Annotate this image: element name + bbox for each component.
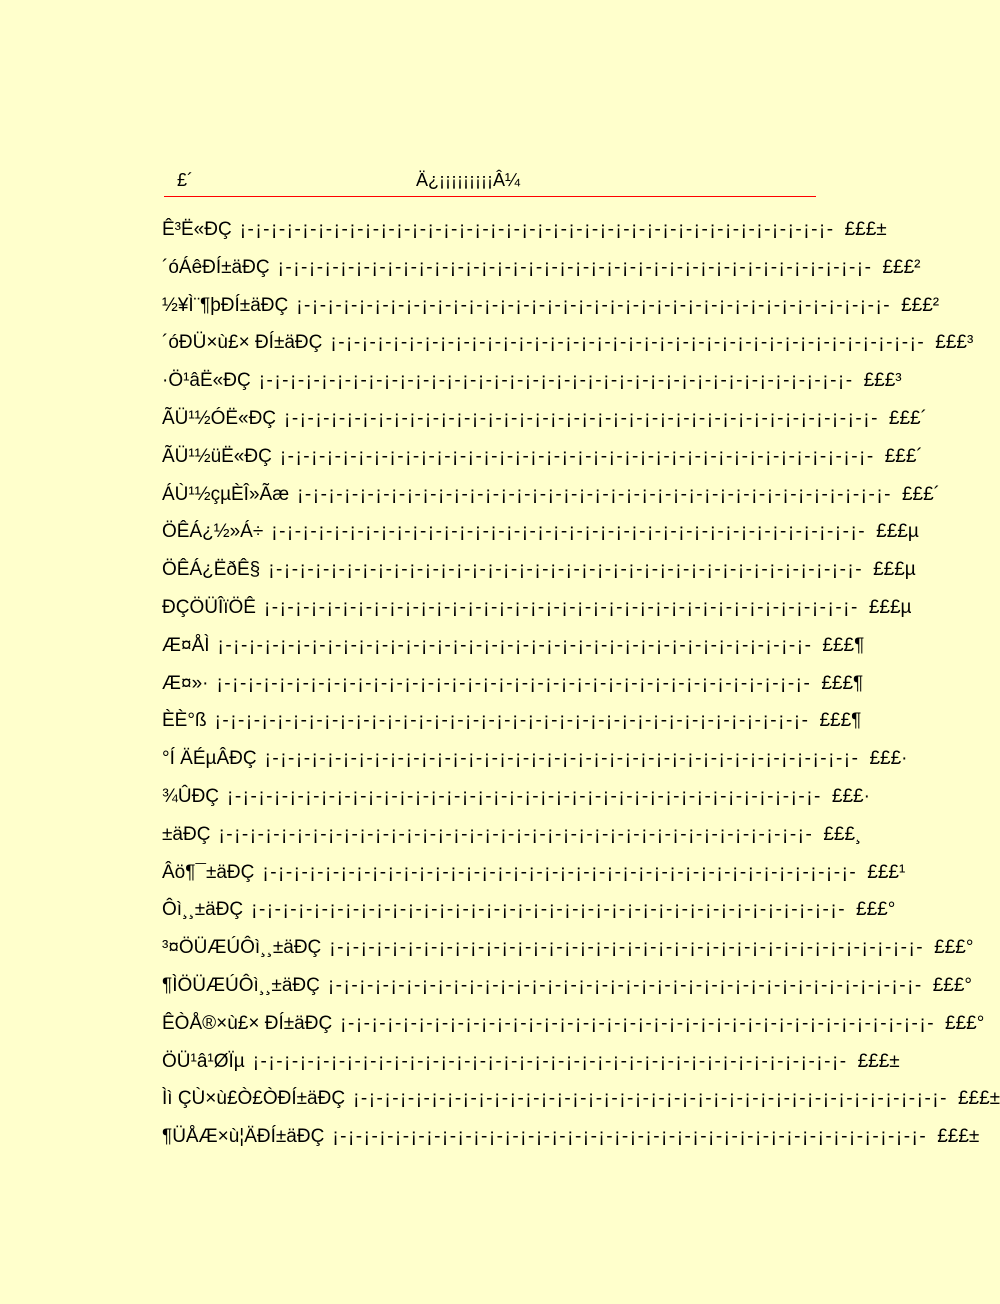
toc-entry-page: £££· — [831, 785, 870, 807]
toc-entry-page: £££° — [856, 899, 896, 921]
toc-entry[interactable] — [162, 710, 862, 748]
toc-leader: ¡-¡-¡-¡-¡-¡-¡-¡-¡-¡-¡-¡-¡-¡-¡-¡-¡-¡-¡-¡-¡-¡-¡-¡-¡-¡-¡-¡-¡-¡-¡-¡-¡-¡-¡-¡-¡-¡- — [263, 596, 859, 618]
toc-entry[interactable] — [162, 1088, 1000, 1126]
toc-entry-title: ´óÐÜ×ù£× ÐÍ±äÐÇ — [162, 332, 323, 354]
toc-leader: ¡-¡-¡-¡-¡-¡-¡-¡-¡-¡-¡-¡-¡-¡-¡-¡-¡-¡-¡-¡-¡-¡-¡-¡-¡-¡-¡-¡-¡-¡-¡-¡-¡-¡-¡-¡-¡-¡- — [284, 407, 879, 429]
toc-leader: ¡-¡-¡-¡-¡-¡-¡-¡-¡-¡-¡-¡-¡-¡-¡-¡-¡-¡-¡-¡-¡-¡-¡-¡-¡-¡-¡-¡-¡-¡-¡-¡-¡-¡-¡-¡-¡-¡- — [340, 1012, 936, 1034]
toc-entry[interactable] — [162, 672, 864, 711]
toc-entry-title: °Í ÄÉµÂÐÇ — [162, 748, 257, 770]
toc-entry[interactable] — [162, 559, 916, 597]
toc-entry-title: ¶ÌÖÜÆÚÔì¸¸±äÐÇ — [162, 974, 320, 996]
toc-leader: ¡-¡-¡-¡-¡-¡-¡-¡-¡-¡-¡-¡-¡-¡-¡-¡-¡-¡-¡-¡-¡-¡-¡-¡-¡-¡-¡-¡-¡-¡-¡-¡-¡-¡-¡-¡-¡-¡- — [332, 1126, 928, 1148]
toc-entry-page: £££³ — [863, 370, 902, 392]
toc-leader: ¡-¡-¡-¡-¡-¡-¡-¡-¡-¡-¡-¡-¡-¡-¡-¡-¡-¡-¡-¡-¡-¡-¡-¡-¡-¡-¡-¡-¡-¡-¡-¡-¡-¡-¡-¡-¡-¡- — [329, 937, 925, 959]
toc-leader: ¡-¡-¡-¡-¡-¡-¡-¡-¡-¡-¡-¡-¡-¡-¡-¡-¡-¡-¡-¡-¡-¡-¡-¡-¡-¡-¡-¡-¡-¡-¡-¡-¡-¡-¡-¡-¡-¡- — [214, 710, 810, 732]
toc-entry-page: £££± — [857, 1050, 900, 1072]
toc-leader: ¡-¡-¡-¡-¡-¡-¡-¡-¡-¡-¡-¡-¡-¡-¡-¡-¡-¡-¡-¡-¡-¡-¡-¡-¡-¡-¡-¡-¡-¡-¡-¡-¡-¡-¡-¡-¡-¡- — [353, 1088, 948, 1110]
toc-entry-page: £££¶ — [822, 634, 865, 656]
toc-entry-title: ½¥Ì¨¶þÐÍ±äÐÇ — [162, 294, 289, 316]
toc-entry-page: £££¶ — [819, 710, 862, 732]
toc-entry-page: £££´ — [888, 407, 927, 429]
toc-leader: ¡-¡-¡-¡-¡-¡-¡-¡-¡-¡-¡-¡-¡-¡-¡-¡-¡-¡-¡-¡-¡-¡-¡-¡-¡-¡-¡-¡-¡-¡-¡-¡-¡-¡-¡-¡-¡-¡- — [279, 445, 875, 467]
toc-leader: ¡-¡-¡-¡-¡-¡-¡-¡-¡-¡-¡-¡-¡-¡-¡-¡-¡-¡-¡-¡-¡-¡-¡-¡-¡-¡-¡-¡-¡-¡-¡-¡-¡-¡-¡-¡-¡-¡- — [239, 219, 835, 240]
toc-entry-page: £££± — [957, 1088, 1000, 1110]
toc-entry-title: ´óÁêÐÍ±äÐÇ — [162, 256, 270, 278]
toc-entry-title: ÃÜ¹½ÓË«ÐÇ — [162, 407, 277, 429]
toc-entry-page: £££° — [945, 1012, 985, 1034]
toc-entry-title: Ê³Ë«ÐÇ — [162, 219, 232, 240]
toc-entry-page: £££² — [901, 294, 940, 316]
toc-entry-title: ·Ö¹âË«ÐÇ — [162, 370, 251, 392]
toc-entry[interactable] — [162, 1012, 985, 1051]
toc-entry-page: £££² — [882, 256, 921, 278]
toc-entry-title: ¶ÜÅÆ×ù¦ÄÐÍ±äÐÇ — [162, 1126, 325, 1148]
toc-entry-page: £££± — [844, 219, 887, 240]
toc-entry[interactable] — [162, 294, 940, 333]
toc-leader: ¡-¡-¡-¡-¡-¡-¡-¡-¡-¡-¡-¡-¡-¡-¡-¡-¡-¡-¡-¡-¡-¡-¡-¡-¡-¡-¡-¡-¡-¡-¡-¡-¡-¡-¡-¡-¡-¡- — [264, 748, 860, 770]
toc-leader: ¡-¡-¡-¡-¡-¡-¡-¡-¡-¡-¡-¡-¡-¡-¡-¡-¡-¡-¡-¡-¡-¡-¡-¡-¡-¡-¡-¡-¡-¡-¡-¡-¡-¡-¡-¡-¡-¡- — [227, 785, 822, 807]
toc-entry[interactable] — [162, 861, 906, 900]
toc-entry-page: £££µ — [868, 596, 912, 618]
toc-leader: ¡-¡-¡-¡-¡-¡-¡-¡-¡-¡-¡-¡-¡-¡-¡-¡-¡-¡-¡-¡-¡-¡-¡-¡-¡-¡-¡-¡-¡-¡-¡-¡-¡-¡-¡-¡-¡-¡- — [268, 559, 864, 581]
toc-entry[interactable] — [162, 483, 941, 522]
toc-entry[interactable] — [162, 823, 862, 862]
toc-leader: ¡-¡-¡-¡-¡-¡-¡-¡-¡-¡-¡-¡-¡-¡-¡-¡-¡-¡-¡-¡-¡-¡-¡-¡-¡-¡-¡-¡-¡-¡-¡-¡-¡-¡-¡-¡-¡-¡- — [277, 256, 873, 278]
toc-leader: ¡-¡-¡-¡-¡-¡-¡-¡-¡-¡-¡-¡-¡-¡-¡-¡-¡-¡-¡-¡-¡-¡-¡-¡-¡-¡-¡-¡-¡-¡-¡-¡-¡-¡-¡-¡-¡-¡- — [271, 521, 867, 543]
toc-entry[interactable] — [162, 1050, 900, 1089]
toc-leader: ¡-¡-¡-¡-¡-¡-¡-¡-¡-¡-¡-¡-¡-¡-¡-¡-¡-¡-¡-¡-¡-¡-¡-¡-¡-¡-¡-¡-¡-¡-¡-¡-¡-¡-¡-¡-¡-¡- — [330, 332, 926, 354]
toc-entry-title: Æ¤»· — [162, 672, 209, 694]
toc-entry[interactable] — [162, 1126, 980, 1164]
toc-entry-page: £££¶ — [821, 672, 864, 694]
toc-entry-page: £££° — [932, 974, 973, 996]
toc-entry-title: ÐÇÖÜÎïÖÊ — [162, 596, 256, 618]
toc-entry-title: ÖÊÁ¿ËðÊ§ — [162, 559, 261, 581]
toc-entry-title: ÃÜ¹½üË«ÐÇ — [162, 445, 272, 467]
toc-entry[interactable] — [162, 634, 865, 673]
toc-entry-title: Ìì ÇÙ×ù£Ò£ÒÐÍ±äÐÇ — [162, 1088, 346, 1110]
toc-entry-page: £££· — [869, 748, 908, 770]
page-header — [164, 166, 816, 197]
toc-entry-page: £££¸ — [823, 823, 862, 845]
toc-entry-page: £££± — [937, 1126, 980, 1148]
toc-entry-title: ±äÐÇ — [162, 823, 211, 845]
toc-entry-title: Æ¤ÅÌ — [162, 634, 210, 656]
toc-leader: ¡-¡-¡-¡-¡-¡-¡-¡-¡-¡-¡-¡-¡-¡-¡-¡-¡-¡-¡-¡-¡-¡-¡-¡-¡-¡-¡-¡-¡-¡-¡-¡-¡-¡-¡-¡-¡-¡- — [217, 634, 813, 656]
toc-entry[interactable] — [162, 219, 887, 257]
toc-entry-title: ¾ÛÐÇ — [162, 785, 220, 807]
toc-entry-title: ³¤ÖÜÆÚÔì¸¸±äÐÇ — [162, 937, 322, 959]
toc-entry-page: £££´ — [901, 483, 941, 505]
toc-entry[interactable] — [162, 785, 870, 824]
toc-entry-page: £££µ — [876, 521, 919, 543]
toc-entry[interactable] — [162, 899, 896, 937]
toc-entry-title: ÖÜ¹â¹ØÏµ — [162, 1050, 245, 1072]
toc-leader: ¡-¡-¡-¡-¡-¡-¡-¡-¡-¡-¡-¡-¡-¡-¡-¡-¡-¡-¡-¡-¡-¡-¡-¡-¡-¡-¡-¡-¡-¡-¡-¡-¡-¡-¡-¡-¡-¡- — [252, 1050, 848, 1072]
toc-leader: ¡-¡-¡-¡-¡-¡-¡-¡-¡-¡-¡-¡-¡-¡-¡-¡-¡-¡-¡-¡-¡-¡-¡-¡-¡-¡-¡-¡-¡-¡-¡-¡-¡-¡-¡-¡-¡-¡- — [258, 370, 854, 392]
toc-entry-page: £££° — [934, 937, 974, 959]
toc-entry[interactable] — [162, 937, 974, 975]
toc-entry[interactable] — [162, 974, 973, 1013]
toc-leader: ¡-¡-¡-¡-¡-¡-¡-¡-¡-¡-¡-¡-¡-¡-¡-¡-¡-¡-¡-¡-¡-¡-¡-¡-¡-¡-¡-¡-¡-¡-¡-¡-¡-¡-¡-¡-¡-¡- — [262, 861, 858, 883]
toc-entry-page: £££¹ — [867, 861, 906, 883]
toc-leader: ¡-¡-¡-¡-¡-¡-¡-¡-¡-¡-¡-¡-¡-¡-¡-¡-¡-¡-¡-¡-¡-¡-¡-¡-¡-¡-¡-¡-¡-¡-¡-¡-¡-¡-¡-¡-¡-¡- — [216, 672, 812, 694]
toc-entry[interactable] — [162, 256, 921, 295]
table-of-contents — [162, 219, 1000, 1164]
toc-entry-page: £££´ — [884, 445, 923, 467]
toc-entry-title: ÊÒÅ®×ù£× ÐÍ±äÐÇ — [162, 1012, 333, 1034]
page-number: £´ — [177, 170, 194, 190]
toc-entry[interactable] — [162, 445, 923, 484]
toc-entry-title: Ôì¸¸±äÐÇ — [162, 899, 244, 921]
toc-entry[interactable] — [162, 370, 902, 408]
toc-entry-page: £££³ — [935, 332, 974, 354]
toc-entry-title: ÈÈ°ß — [162, 710, 207, 732]
toc-entry-page: £££µ — [873, 559, 916, 581]
toc-entry[interactable] — [162, 332, 974, 370]
toc-entry[interactable] — [162, 596, 912, 635]
toc-leader: ¡-¡-¡-¡-¡-¡-¡-¡-¡-¡-¡-¡-¡-¡-¡-¡-¡-¡-¡-¡-¡-¡-¡-¡-¡-¡-¡-¡-¡-¡-¡-¡-¡-¡-¡-¡-¡-¡- — [251, 899, 847, 921]
toc-entry[interactable] — [162, 748, 908, 786]
toc-entry-title: Âö¶¯±äÐÇ — [162, 861, 255, 883]
toc-leader: ¡-¡-¡-¡-¡-¡-¡-¡-¡-¡-¡-¡-¡-¡-¡-¡-¡-¡-¡-¡-¡-¡-¡-¡-¡-¡-¡-¡-¡-¡-¡-¡-¡-¡-¡-¡-¡-¡- — [327, 974, 923, 996]
toc-entry[interactable] — [162, 521, 919, 559]
toc-leader: ¡-¡-¡-¡-¡-¡-¡-¡-¡-¡-¡-¡-¡-¡-¡-¡-¡-¡-¡-¡-¡-¡-¡-¡-¡-¡-¡-¡-¡-¡-¡-¡-¡-¡-¡-¡-¡-¡- — [297, 483, 892, 505]
header-title: Ä¿¡¡¡¡¡¡¡¡¡Â¼ — [416, 170, 520, 190]
toc-leader: ¡-¡-¡-¡-¡-¡-¡-¡-¡-¡-¡-¡-¡-¡-¡-¡-¡-¡-¡-¡-¡-¡-¡-¡-¡-¡-¡-¡-¡-¡-¡-¡-¡-¡-¡-¡-¡-¡- — [218, 823, 814, 845]
toc-entry-title: ÁÙ¹½çµÈÎ»Ãæ — [162, 483, 290, 505]
toc-entry-title: ÖÊÁ¿½»Á÷ — [162, 521, 264, 543]
toc-leader: ¡-¡-¡-¡-¡-¡-¡-¡-¡-¡-¡-¡-¡-¡-¡-¡-¡-¡-¡-¡-¡-¡-¡-¡-¡-¡-¡-¡-¡-¡-¡-¡-¡-¡-¡-¡-¡-¡- — [296, 294, 892, 316]
toc-entry[interactable] — [162, 407, 927, 446]
